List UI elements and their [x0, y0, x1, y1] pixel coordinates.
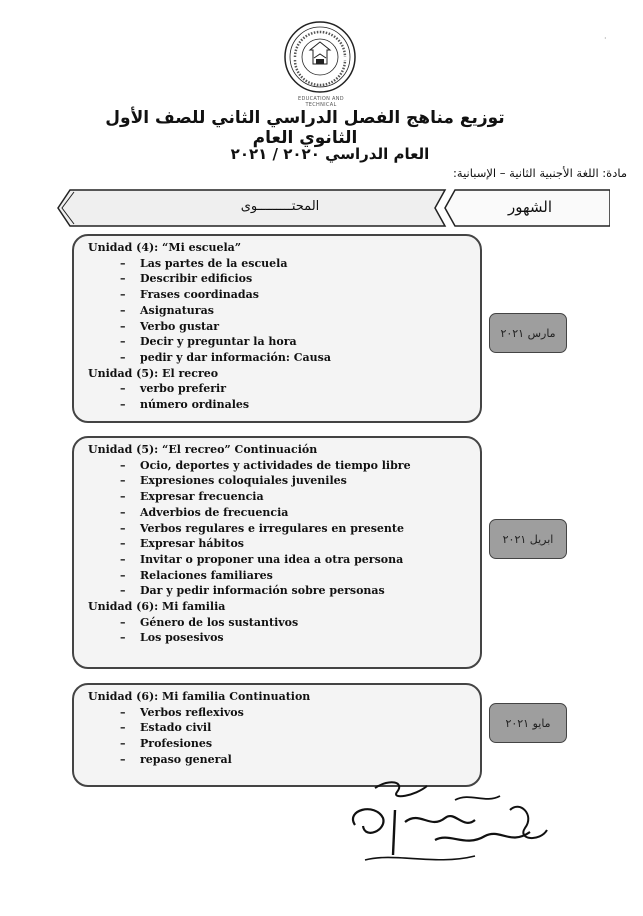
- topic-item: [88, 752, 470, 768]
- topic-item: [88, 505, 470, 521]
- bullet-dash-icon: –: [120, 382, 126, 396]
- unit-heading: Unidad (5): El recreo: [88, 366, 219, 380]
- topic-text: Dar y pedir información sobre personas: [140, 584, 385, 598]
- topic-item: [88, 350, 470, 366]
- topic-text: Invitar o proponer una idea a otra persona: [140, 552, 404, 566]
- topic-text: Estado civil: [140, 721, 212, 735]
- topic-item: [88, 287, 470, 303]
- topic-text: Decir y preguntar la hora: [140, 335, 297, 349]
- bullet-dash-icon: –: [120, 335, 126, 349]
- document-title: توزيع مناهج الفصل الدراسي الثاني للصف الأول الثانوي العام: [105, 108, 505, 148]
- topic-item: [88, 583, 470, 599]
- bullet-dash-icon: –: [120, 303, 126, 317]
- unit-heading: Unidad (6): Mi familia Continuation: [88, 690, 311, 703]
- bullet-dash-icon: –: [120, 615, 126, 629]
- topic-item: [88, 521, 470, 537]
- topic-text: Los posesivos: [140, 631, 224, 645]
- header-content-label: المحتـــــــــوى: [240, 199, 320, 214]
- handwritten-signature: [335, 770, 565, 880]
- bullet-dash-icon: –: [120, 350, 126, 364]
- topic-item: [88, 489, 470, 505]
- topic-text: Verbo gustar: [140, 319, 220, 333]
- topic-item: [88, 615, 470, 631]
- bullet-dash-icon: –: [120, 272, 126, 286]
- bullet-dash-icon: –: [120, 458, 126, 472]
- topic-item: [88, 705, 470, 721]
- topic-text: Describir edificios: [140, 272, 253, 286]
- bullet-dash-icon: –: [120, 319, 126, 333]
- bullet-dash-icon: –: [120, 256, 126, 270]
- bullet-dash-icon: –: [120, 631, 126, 645]
- logo-caption: EDUCATION AND TECHNICAL: [298, 96, 344, 108]
- topic-item: [88, 381, 470, 397]
- topic-text: verbo preferir: [140, 382, 227, 396]
- topic-text: Frases coordinadas: [140, 288, 259, 302]
- topic-item: [88, 736, 470, 752]
- bullet-dash-icon: –: [120, 705, 126, 719]
- month-box-march: مارس ٢٠٢١: [489, 313, 567, 353]
- bullet-dash-icon: –: [120, 721, 126, 735]
- topic-item: [88, 552, 470, 568]
- bullet-dash-icon: –: [120, 521, 126, 535]
- topic-text: Expresar frecuencia: [140, 490, 264, 504]
- topic-text: pedir y dar información: Causa: [140, 350, 331, 364]
- bullet-dash-icon: –: [120, 490, 126, 504]
- topic-item: [88, 303, 470, 319]
- topic-item: [88, 473, 470, 489]
- topic-item: [88, 458, 470, 474]
- academic-year: العام الدراسي ٢٠٢٠ / ٢٠٢١: [230, 145, 430, 163]
- page-mark: ·: [604, 34, 607, 43]
- topic-text: Verbos reflexivos: [140, 705, 244, 719]
- bullet-dash-icon: –: [120, 737, 126, 751]
- topic-item: [88, 256, 470, 272]
- topic-text: Profesiones: [140, 737, 213, 751]
- topic-item: [88, 271, 470, 287]
- topic-item: [88, 397, 470, 413]
- header-months-label: الشهور: [507, 198, 553, 216]
- bullet-dash-icon: –: [120, 584, 126, 598]
- subject-line: مادة: اللغة الأجنبية الثانية – الإسبانية:: [453, 166, 627, 180]
- topic-item: [88, 568, 470, 584]
- bullet-dash-icon: –: [120, 568, 126, 582]
- bullet-dash-icon: –: [120, 398, 126, 412]
- topic-text: Adverbios de frecuencia: [140, 505, 289, 519]
- unit-heading: Unidad (5): “El recreo” Continuación: [88, 443, 318, 456]
- bullet-dash-icon: –: [120, 752, 126, 766]
- bullet-dash-icon: –: [120, 288, 126, 302]
- topic-text: Asignaturas: [140, 303, 214, 317]
- unit-heading: Unidad (6): Mi familia: [88, 600, 226, 614]
- topic-item: [88, 319, 470, 335]
- ministry-seal-logo: [283, 20, 357, 94]
- bullet-dash-icon: –: [120, 537, 126, 551]
- content-box-march: [72, 234, 482, 423]
- topic-text: Expresar hábitos: [140, 537, 244, 551]
- month-box-may: مايو ٢٠٢١: [489, 703, 567, 743]
- topic-item: [88, 334, 470, 350]
- bullet-dash-icon: –: [120, 505, 126, 519]
- topic-text: Las partes de la escuela: [140, 256, 288, 270]
- bullet-dash-icon: –: [120, 552, 126, 566]
- topic-text: Verbos regulares e irregulares en presente: [140, 521, 404, 535]
- unit-heading: Unidad (4): “Mi escuela”: [88, 241, 242, 254]
- topic-item: [88, 630, 470, 646]
- topic-text: repaso general: [140, 752, 232, 766]
- month-box-april: ابريل ٢٠٢١: [489, 519, 567, 559]
- topic-text: Expresiones coloquiales juveniles: [140, 474, 347, 488]
- topic-text: número ordinales: [140, 398, 250, 412]
- content-box-april: [72, 436, 482, 669]
- topic-text: Género de los sustantivos: [140, 615, 299, 629]
- topic-item: [88, 536, 470, 552]
- topic-text: Relaciones familiares: [140, 568, 273, 582]
- topic-item: [88, 720, 470, 736]
- topic-text: Ocio, deportes y actividades de tiempo libre: [140, 458, 411, 472]
- bullet-dash-icon: –: [120, 474, 126, 488]
